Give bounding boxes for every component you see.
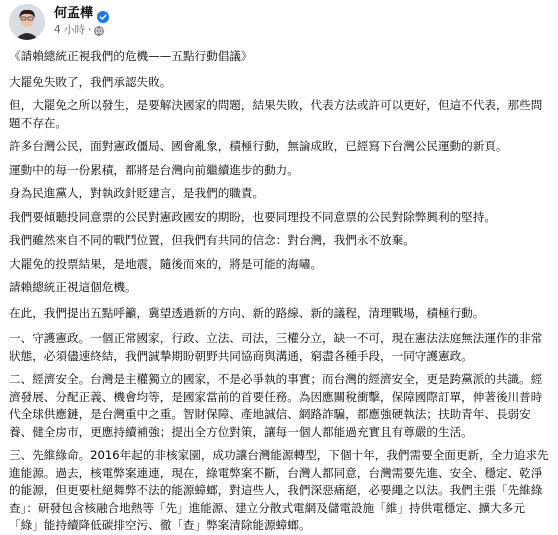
post-point-3: 三、先維綠命。2016年起的非核家園，成功讓台灣能源轉型，下個十年，我們需要全面更新，全力追求先進能源。過去，核電弊案連連，現在，綠電弊案不斷，台灣人都同意，台灣需要先進、安全、穩定、乾淨的能源，但更要杜絕舞弊不法的能源蟑螂，對這些人，我們深惡痛絕，必要繩之以法。我們主張「先維綠查」：研發包含核融合地熱等「先」進能源、建立分散式電網及儲電設施「維」持供電穩定、擴大多元「綠」能持續降低碳排空污、徹「查」弊案清除能源蟑螂。 bbox=[9, 448, 549, 532]
post-paragraph: 許多台灣公民，面對憲政僵局、國會亂象，積極行動，無論成敗，已經寫下台灣公民運動的新頁。 bbox=[9, 139, 508, 153]
post-paragraph: 請賴總統正視這個危機。 bbox=[9, 280, 137, 294]
verified-badge-icon bbox=[97, 8, 109, 20]
author-avatar[interactable] bbox=[9, 4, 45, 40]
post-body bbox=[9, 48, 549, 535]
post-paragraph: 大罷免失敗了，我們承認失敗。 bbox=[9, 74, 172, 89]
author-row bbox=[54, 6, 109, 22]
post-paragraph: 運動中的每一份累積，都將是台灣向前繼續進步的動力。 bbox=[9, 162, 299, 177]
post-paragraph: 大罷免的投票結果，是地震，隨後而來的，將是可能的海嘯。 bbox=[9, 256, 323, 271]
post-paragraph: 身為民進黨人，對執政針貶建言，是我們的職責。 bbox=[9, 186, 265, 200]
post-point-1: 一、守護憲政。一個正常國家，行政、立法、司法，三權分立，缺一不可，現在憲法法庭無法運作的非常狀態，必須儘速終結，我們誠摯期盼朝野共同協商與溝通，窮盡各種手段，一同守護憲政。 bbox=[9, 331, 543, 363]
post-paragraph: 在此，我們提出五點呼籲，冀望透過新的方向、新的路線、新的議程，清理戰場，積極行動。 bbox=[9, 305, 485, 320]
post-title: 《請賴總統正視我們的危機——五點行動倡議》 bbox=[9, 49, 253, 63]
post-paragraph: 我們雖然來自不同的戰鬥位置，但我們有共同的信念：對台灣，我們永不放棄。 bbox=[9, 233, 415, 247]
post-paragraph: 但，大罷免之所以發生，是要解決國家的問題，結果失敗，代表方法或許可以更好，但這不代表，那些問題不存在。 bbox=[9, 98, 543, 130]
post-header bbox=[0, 0, 558, 38]
post-timestamp[interactable]: 4 小時 bbox=[54, 24, 86, 36]
meta-separator: · bbox=[88, 24, 92, 36]
globe-icon[interactable] bbox=[94, 26, 104, 36]
avatar-photo bbox=[9, 4, 45, 40]
author-name[interactable]: 何孟樺 bbox=[54, 6, 94, 21]
post-point-2: 二、經濟安全。台灣是主權獨立的國家，不是必爭執的事實；而台灣的經濟安全，更是跨黨派的共識。經濟發展、分配正義、機會均等，是國家當前的首要任務。為因應關稅衝擊，保障國際訂單，伸著後川普時代全球供應鏈，是台灣重中之重。智財保障、產地誠信、網路詐騙，都應強硬執法；扶助青年、長弱安養、健全房市，更應持續補強；提出全方位對策，讓每一個人都能過充實且有尊嚴的生活。 bbox=[9, 372, 543, 439]
post-meta bbox=[54, 24, 104, 37]
post-paragraph: 我們要傾聽投同意票的公民對憲政國安的期盼，也要同理投不同意票的公民對除弊興利的堅持。 bbox=[9, 209, 496, 224]
